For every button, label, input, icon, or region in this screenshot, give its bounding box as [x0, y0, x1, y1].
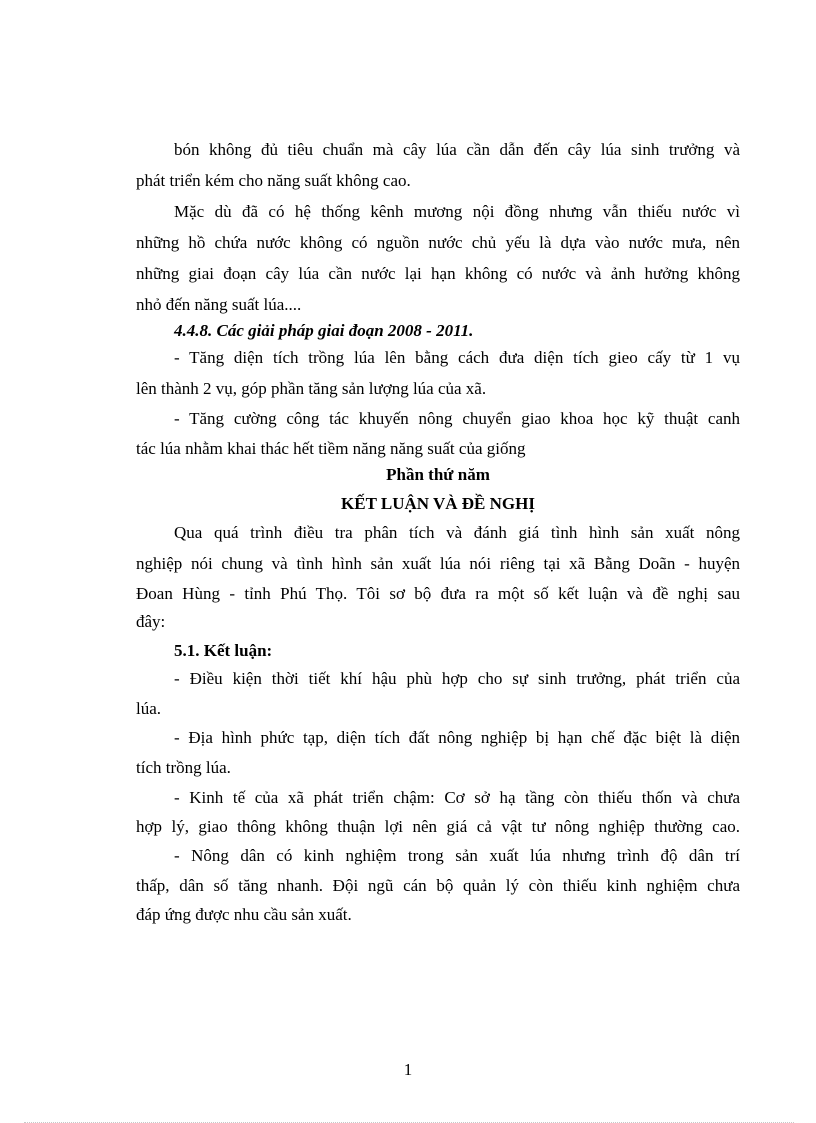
paragraph-2-line-1: Mặc dù đã có hệ thống kênh mương nội đồng nhưng vẫn thiếu nước vì: [174, 202, 740, 221]
section-51-item-3-line-1: - Kinh tế của xã phát triển chậm: Cơ sở hạ tầng còn thiếu thốn và chưa: [174, 788, 740, 807]
section-51-item-2-line-2: tích trồng lúa.: [136, 758, 231, 777]
paragraph-2-line-3: những giai đoạn cây lúa cần nước lại hạn không có nước và ảnh hưởng không: [136, 264, 740, 283]
paragraph-1-line-2: phát triển kém cho năng suất không cao.: [136, 171, 411, 190]
section-51-item-4-line-2: thấp, dân số tăng nhanh. Đội ngũ cán bộ quản lý còn thiếu kinh nghiệm chưa: [136, 876, 740, 895]
intro-line-1: Qua quá trình điều tra phân tích và đánh giá tình hình sản xuất nông: [174, 523, 740, 542]
paragraph-2-line-2: những hồ chứa nước không có nguồn nước chủ yếu là dựa vào nước mưa, nên: [136, 233, 740, 252]
section-heading-51: 5.1. Kết luận:: [174, 641, 273, 660]
section-51-item-2-line-1: - Địa hình phức tạp, diện tích đất nông nghiệp bị hạn chế đặc biệt là diện: [174, 728, 740, 747]
intro-line-4: đây:: [136, 612, 166, 631]
section-448-item-2-line-1: - Tăng cường công tác khuyến nông chuyển giao khoa học kỹ thuật canh: [174, 409, 740, 428]
part-title: KẾT LUẬN VÀ ĐỀ NGHỊ: [341, 494, 535, 513]
section-51-item-4-line-3: đáp ứng được nhu cầu sản xuất.: [136, 905, 352, 924]
paragraph-1-line-1: bón không đủ tiêu chuẩn mà cây lúa cần dẫn đến cây lúa sinh trưởng và: [174, 140, 740, 159]
section-51-item-1-line-1: - Điều kiện thời tiết khí hậu phù hợp cho sự sinh trưởng, phát triển của: [174, 669, 740, 688]
section-51-item-1-line-2: lúa.: [136, 699, 162, 718]
paragraph-2-line-4: nhỏ đến năng suất lúa....: [136, 295, 302, 314]
section-448-item-1-line-1: - Tăng diện tích trồng lúa lên bằng cách đưa diện tích gieo cấy từ 1 vụ: [174, 348, 740, 367]
part-label: Phần thứ năm: [386, 465, 490, 484]
section-51-item-3-line-2: hợp lý, giao thông không thuận lợi nên giá cả vật tư nông nghiệp thường cao.: [136, 817, 740, 836]
intro-line-2: nghiệp nói chung và tình hình sản xuất lúa nói riêng tại xã Bằng Doãn - huyện: [136, 554, 740, 573]
section-448-item-1-line-2: lên thành 2 vụ, góp phần tăng sản lượng lúa của xã.: [136, 379, 487, 398]
intro-line-3: Đoan Hùng - tỉnh Phú Thọ. Tôi sơ bộ đưa ra một số kết luận và đề nghị sau: [136, 584, 740, 603]
section-heading-448: 4.4.8. Các giải pháp giai đoạn 2008 - 2011.: [174, 321, 474, 340]
section-51-item-4-line-1: - Nông dân có kinh nghiệm trong sản xuất lúa nhưng trình độ dân trí: [174, 846, 740, 865]
page-number: 1: [403, 1060, 413, 1079]
section-448-item-2-line-2: tác lúa nhằm khai thác hết tiềm năng năng suất của giống: [136, 439, 526, 458]
